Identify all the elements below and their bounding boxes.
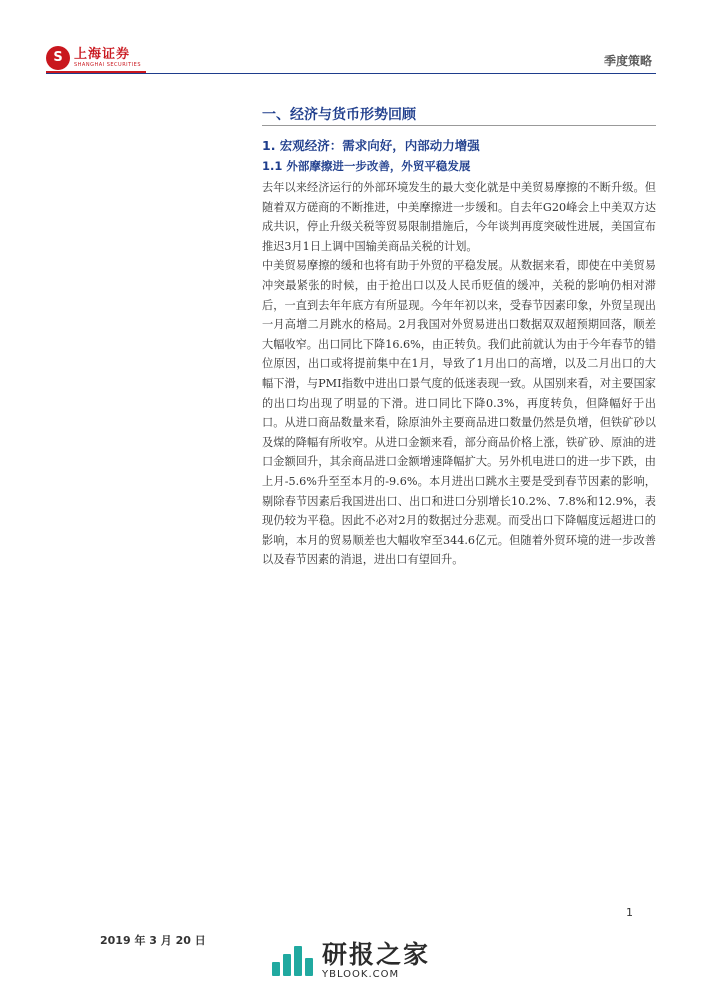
section-title: 一、经济与货币形势回顾 (262, 107, 416, 123)
subsection-heading: 1. 宏观经济：需求向好，内部动力增强 (262, 138, 480, 153)
watermark-url: YBLOOK.COM (322, 969, 400, 980)
page-header (46, 44, 656, 74)
watermark (270, 941, 430, 981)
bar-chart-icon (270, 942, 316, 980)
paragraph: 中美贸易摩擦的缓和也将有助于外贸的平稳发展。从数据来看，即使在中美贸易冲突最紧张的时候，由于抢出口以及人民币贬值的缓冲，关税的影响仍相对滞后，一直到去年年底方有所显现。今年年初以来，受春节因素印象，外贸呈现出一月高增二月跳水的格局。2月我国对外贸易进出口数据双双超预期回落，顺差大幅收窄。出口同比下降16.6%，由正转负。我们此前就认为由于今年春节的错位原因，出口或将提前集中在1月，导致了1月出口的高增，以及二月出口的大幅下滑，与PMI指数中进出口景气度的低迷表现一致。从国别来看，对主要国家的出口均出现了明显的下滑。进口同比下降0.3%，再度转负，但降幅好于出口。从进口商品数量来看，除原油外主要商品进口数量仍然是负增，但铁矿砂以及煤的降幅有所收窄。从进口金额来看，部分商品价格上涨，铁矿砂、原油的进口金额回升，其余商品进口金额增速降幅扩大。另外机电进口的进一步下跌，由上月-5.6%升至至本月的-9.6%。本月进出口跳水主要是受到春节因素的影响，剔除春节因素后我国进出口、出口和进口分别增长10.2%、7.8%和12.9%，表现仍较为平稳。因此不必对2月的数据过分悲观。而受出口下降幅度远超进口的影响，本月的贸易顺差也大幅收窄至344.6亿元。但随着外贸环境的进一步改善以及春节因素的消退，进出口有望回升。 (262, 259, 656, 567)
paragraph: 去年以来经济运行的外部环境发生的最大变化就是中美贸易摩擦的不断升级。但随着双方磋商的不断推进，中美摩擦进一步缓和。自去年G20峰会上中美双方达成共识，停止升级关税等贸易限制措施后，今年谈判再度突破性进展，美国宣布推迟3月1日上调中国输美商品关税的计划。 (262, 181, 656, 253)
document-type: 季度策略 (603, 54, 652, 68)
body-text (262, 178, 656, 570)
page-number: 1 (626, 906, 633, 919)
company-logo (46, 46, 141, 70)
logo-icon: S (46, 46, 70, 70)
subsubsection-heading: 1.1 外部摩擦进一步改善，外贸平稳发展 (262, 159, 471, 173)
section-divider (262, 125, 656, 126)
logo-name-cn: 上海证券 (74, 47, 131, 62)
watermark-name: 研报之家 (322, 940, 431, 969)
report-date: 2019 年 3 月 20 日 (100, 934, 206, 947)
logo-name-en: SHANGHAI SECURITIES (74, 62, 142, 68)
header-divider (46, 73, 656, 74)
